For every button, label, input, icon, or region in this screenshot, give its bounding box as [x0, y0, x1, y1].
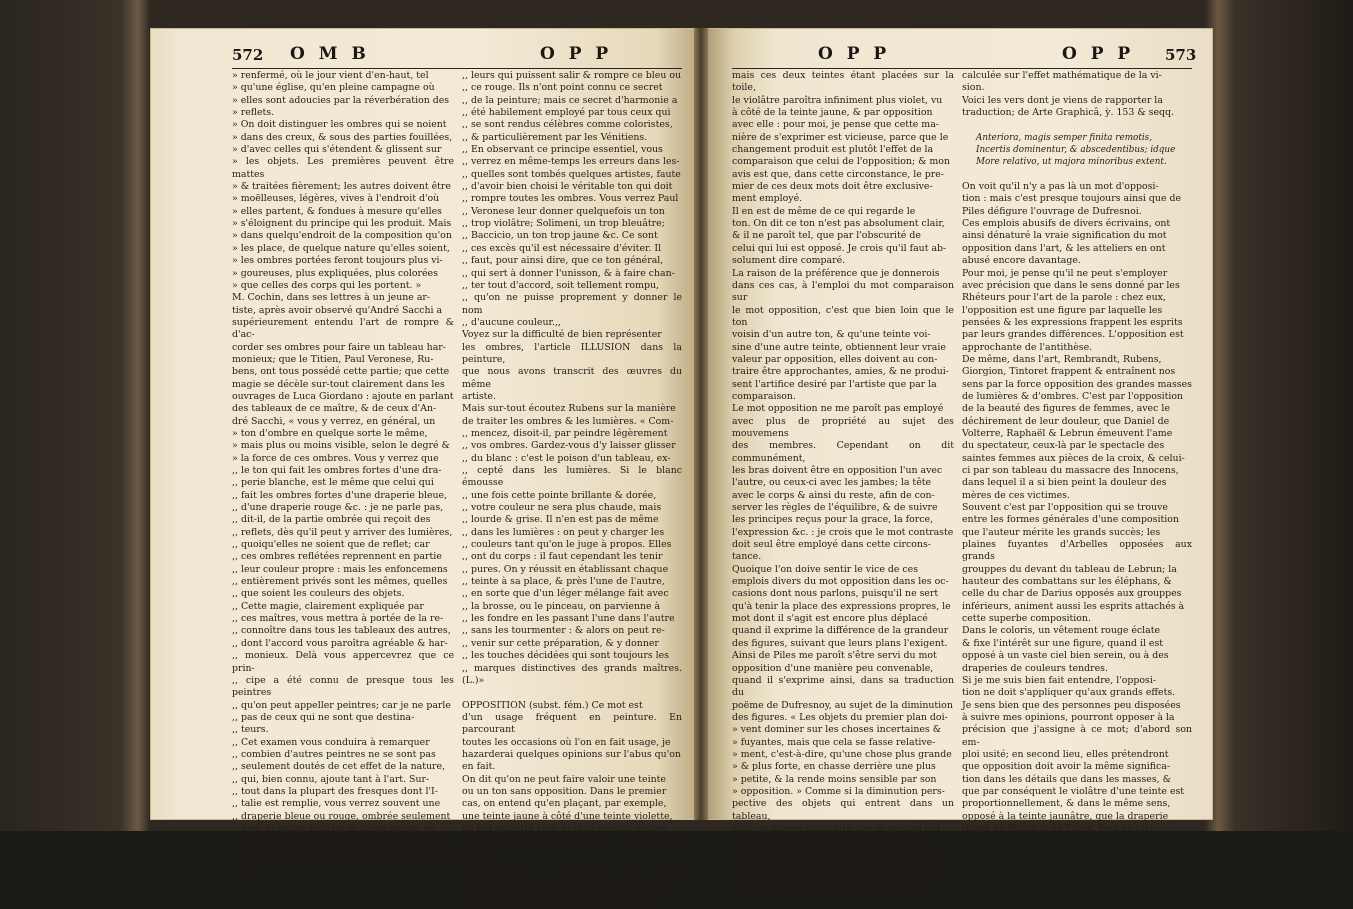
text-line: OPPOSITION (subst. fém.) Ce mot est: [462, 699, 643, 711]
text-line: avec précision que dans le sens donné par les: [962, 279, 1180, 291]
text-line: » goureuses, plus expliquées, plus colorées: [232, 267, 438, 279]
text-line: quand il s'exprime ainsi, dans sa traduction du: [732, 674, 954, 699]
text-line: ,, draperie bleue ou rouge, ombrée seulement: [232, 810, 451, 822]
text-line: que nous avons transcrit des œuvres du même: [462, 366, 682, 390]
text-line: sens par la force opposition des grandes masses: [962, 378, 1192, 390]
left-header-right: O P P: [540, 44, 613, 64]
text-line: De même, dans l'art, Rembrandt, Rubens,: [962, 353, 1162, 365]
text-line: tiste, après avoir observé qu'André Sacchi a: [232, 304, 443, 316]
text-line: rouge du Bacchus du Titien, l'est au ciel: [962, 822, 1154, 834]
text-line: Mais sur-tout écoutez Rubens sur la manière: [462, 403, 676, 415]
text-line: en fait.: [462, 761, 496, 773]
text-line: [962, 169, 1192, 181]
text-line: Incertis dominentur, & abscedentibus; idque: [976, 145, 1176, 156]
text-line: ,, d'aucune couleur.,,: [462, 316, 561, 328]
text-line: traduction; de Arte Graphicâ, ỳ. 153 & seqq.: [962, 107, 1174, 119]
text-line: tible, si elle se voit sur la palette & séparée: [462, 884, 670, 896]
text-line: tion : mais c'est presque toujours ainsi que de: [962, 193, 1182, 205]
text-line: ,, seulement doutés de cet effet de la nature,: [232, 761, 446, 773]
text-line: » la force de ces ombres. Vous y verrez que: [232, 452, 439, 464]
text-line: ,, de la peinture; mais ce secret d'harmonie a: [462, 94, 678, 106]
text-line: avec le corps & ainsi du reste, afin de con-: [732, 489, 935, 501]
text-line: cas, on entend qu'en plaçant, par exemple,: [462, 798, 667, 810]
text-line: Souvent c'est par l'opposition qui se trouve: [962, 502, 1168, 514]
text-line: » dans des creux, & sous des parties fouillées,: [232, 131, 453, 143]
text-line: les bras doivent être en opposition l'un avec: [732, 465, 943, 476]
text-line: ,, d'avoir bien choisi le véritable ton qui doit: [462, 181, 673, 193]
text-line: mot dont il s'agit est encore plus déplacé: [732, 613, 928, 625]
text-line: cette superbe composition.: [962, 613, 1091, 625]
text-line: On voit qu'il n'y a pas là un mot d'opposi-: [962, 181, 1159, 193]
text-line: ,, ces ombres reflétées reprennent en partie: [232, 551, 442, 563]
text-line: Pour moi, je pense qu'il ne peut s'employer: [962, 267, 1168, 279]
text-line: ,, qu'on peut appeller peintres; car je ne parle: [232, 699, 451, 711]
text-line: de manière que cette teinte violette dont nous: [462, 835, 682, 859]
text-line: une teinte jaune à côté d'une teinte violette,: [462, 810, 673, 822]
text-line: » ton d'ombre en quelque sorte le même,: [232, 427, 428, 439]
text-line: déchirement de leur douleur, que Daniel de: [962, 415, 1170, 427]
text-line: ,, votre couleur ne sera plus chaude, mais: [462, 502, 662, 514]
text-line: d'un usage fréquent en peinture. En parcourant: [462, 711, 682, 736]
text-line: » elles partent, & fondues à mesure qu'elles: [232, 205, 442, 217]
text-line: ,, du blanc : c'est le poison d'un tableau, ex-: [462, 452, 671, 464]
text-line: ,, tout dans la plupart des fresques dont l'I-: [232, 785, 438, 797]
text-line: ci par son tableau du massacre des Innocens,: [962, 465, 1179, 476]
text-line: l'opposition est une figure par laquelle les: [962, 304, 1163, 316]
text-line: Je sens bien que des personnes peu disposées: [962, 699, 1181, 711]
text-line: du spectateur, ceux-là par le spectacle des: [962, 440, 1165, 452]
text-line: le mot opposition, c'est que bien loin que le ton: [732, 304, 954, 328]
text-line: Ainsi de Piles me paroît s'être servi du mot: [732, 650, 937, 662]
text-line: pective des objets qui entrent dans un tableau,: [732, 798, 954, 822]
text-line: ,, perie blanche, est le même que celui qui: [232, 477, 434, 489]
text-line: M. Cochin, dans ses lettres à un jeune ar-: [232, 292, 431, 304]
text-line: ,, qui, bien connu, ajoute tant à l'art. Sur-: [232, 773, 430, 785]
text-line: [462, 687, 682, 699]
text-line: ,, les fondre en les passant l'une dans l'autre: [462, 613, 675, 625]
text-line: ,, ce rouge. Ils n'ont point connu ce secret: [462, 82, 663, 94]
text-line: ,, En observant ce principe essentiel, vous: [462, 144, 663, 156]
text-line: » renfermé, où le jour vient d'en-haut, tel: [232, 70, 429, 81]
text-line: étoit un moyen arbitraire que le peintre pût: [732, 822, 941, 834]
text-line: Ces emplois abusifs de divers écrivains, ont: [962, 218, 1171, 230]
text-line: ,, se sont rendus célèbres comme coloristes,: [462, 119, 673, 131]
right-column-1: [732, 70, 954, 897]
text-line: on fait paroître celle-ci plus violette encore,: [462, 822, 671, 834]
text-line: ,, ces maîtres, vous mettra à portée de la re-: [232, 613, 444, 625]
text-line: draperies de couleurs tendres.: [962, 662, 1108, 674]
text-line: » moëlleuses, légères, vives à l'endroit d'où: [232, 193, 440, 205]
text-line: inférieurs, animent aussi les esprits attachés à: [962, 600, 1185, 612]
text-line: » & plus forte, en chasse derrière une plus: [732, 761, 936, 773]
text-line: ,, quelles sont tombés quelques artistes, faute: [462, 168, 681, 180]
text-line: ,, talie est remplie, vous verrez souvent une: [232, 798, 441, 810]
text-line: que l'auteur mérite les grands succès; les: [962, 526, 1161, 538]
text-line: ,, qui sert à donner l'unisson, & à faire chan-: [462, 267, 675, 279]
text-line: toutes les occasions où l'on en fait usage, je: [462, 736, 671, 748]
text-line: les ombres, l'article ILLUSION dans la peinture,: [462, 341, 682, 365]
text-line: traire être approchantes, amies, & ne produi-: [732, 366, 949, 378]
text-line: ment employé.: [732, 193, 803, 205]
text-line: mères de ces victimes.: [962, 489, 1070, 501]
text-line: celui qui lui est opposé. Je crois qu'il faut ab-: [732, 242, 947, 254]
text-line: ,, reflets, dès qu'il peut y arriver des lumières,: [232, 526, 453, 538]
text-line: ton. On dit ce ton n'est pas absolument clair,: [732, 218, 945, 230]
text-line: » d'avec celles qui s'étendent & glissent sur: [232, 144, 442, 156]
text-line: duit leur grandeur respective & non par une: [732, 872, 944, 884]
text-line: avec plus de propriété au sujet des mouvemens: [732, 415, 954, 439]
book-gutter: [694, 28, 708, 820]
text-line: & fixe l'intérêt sur une figure, quand il est: [962, 637, 1164, 649]
text-line: ,, ces excès qu'il est nécessaire d'éviter. Il: [462, 242, 662, 254]
text-line: ainsi dénaturé la vraie signification du mot: [962, 230, 1167, 242]
right-header-right: O P P: [1062, 44, 1135, 64]
text-line: La raison de la préférence que je donnerois: [732, 267, 940, 279]
text-line: sine d'une autre teinte, obtiennent leur vraie: [732, 341, 946, 353]
text-line: » s'éloignent du principe qui les produit. Mais: [232, 218, 452, 230]
text-line: ,, entièrement privés sont les mêmes, quelles: [232, 576, 448, 588]
text-line: » fuyantes, mais que cela se fasse relative-: [732, 736, 936, 748]
text-line: des tableaux de ce maître, & de ceux d'An-: [232, 403, 437, 415]
text-line: » opposition. » Comme si la diminution pers-: [732, 785, 945, 797]
left-column-2: [462, 70, 682, 909]
text-line: grouppes du devant du tableau de Lebrun; la: [962, 563, 1177, 575]
text-line: artiste.: [462, 390, 496, 402]
text-line: ,, cipe a été connu de presque tous les peintres: [232, 674, 454, 699]
text-line: tance.: [732, 551, 762, 563]
text-line: ,, lourde & grise. Il n'en est pas de même: [462, 514, 659, 526]
text-line: Dans le coloris, un vêtement rouge éclate: [962, 625, 1161, 637]
text-line: Il en est de même de ce qui regarde le: [732, 205, 916, 217]
text-line: Giorgion, Tintoret frappent & entraînent nos: [962, 366, 1176, 378]
text-line: ,, quoiqu'elles ne soient que de reflet; car: [232, 539, 430, 551]
text-line: des membres. Cependant on dit communément,: [732, 440, 954, 464]
text-line: ,, rompre toutes les ombres. Vous verrez Paul: [462, 193, 679, 205]
text-line: » qu'une église, qu'en pleine campagne où: [232, 82, 435, 94]
text-line: magie se décèle sur-tout clairement dans les: [232, 378, 445, 390]
right-page-number: 573: [1165, 46, 1197, 64]
text-line: » & traitées fièrement; les autres doivent être: [232, 181, 451, 193]
text-line: de lumières & d'ombres. C'est par l'opposition: [962, 390, 1184, 402]
text-line: server les règles de l'équilibre, & de suivre: [732, 502, 938, 514]
text-line: ,, une fois cette pointe brillante & dorée,: [462, 489, 657, 501]
text-line: ,, connoître dans tous les tableaux des autres,: [232, 625, 451, 637]
text-line: parlons, sera réellement d'un violet impercep-: [462, 860, 682, 884]
text-line: avec elle : pour moi, je pense que cette ma-: [732, 119, 939, 131]
text-line: hazarderai quelques opinions sur l'abus qu'on: [462, 748, 681, 760]
text-line: qu'à tenir la place des expressions propres, le: [732, 600, 951, 612]
text-line: » ment, c'est-à-dire, qu'une chose plus grande: [732, 748, 952, 760]
text-line: Volterre, Raphaël & Lebrun émeuvent l'ame: [962, 427, 1173, 439]
text-line: calculée sur l'effet mathématique de la vi-: [962, 70, 1162, 81]
text-line: valeur par opposition, elles doivent au con-: [732, 353, 938, 365]
text-line: ,, que soient les couleurs des objets.: [232, 588, 405, 600]
text-line: » les place, de quelque nature qu'elles soient,: [232, 242, 450, 254]
text-line: » vent dominer sur les choses incertaines &: [732, 724, 942, 736]
text-line: le violâtre paroîtra infiniment plus violet, vu: [732, 94, 943, 106]
text-line: abusé encore davantage.: [962, 255, 1081, 267]
text-line: l'expression &c. : je crois que le mot contraste: [732, 526, 954, 538]
text-line: [962, 119, 1192, 131]
text-line: ,, combien d'autres peintres ne se sont pas: [232, 748, 436, 760]
text-line: ,, leurs qui puissent salir & rompre ce bleu ou: [462, 70, 682, 81]
text-line: ,, dont l'accord vous paroîtra agréable & har-: [232, 637, 448, 649]
text-line: changement produit est plutôt l'effet de la: [732, 144, 934, 156]
text-line: ,, d'une draperie rouge &c. : je ne parle pas,: [232, 502, 444, 514]
text-line: les principes reçus pour la grace, la force,: [732, 514, 934, 526]
text-line: de la teinte jaune qui doit en être voisine :: [462, 897, 664, 909]
text-line: ,, faut, pour ainsi dire, que ce ton général,: [462, 255, 664, 267]
text-line: que par conséquent le violâtre d'une teinte est: [962, 785, 1185, 797]
text-line: sion.: [962, 82, 985, 94]
text-line: tion dans les détails que dans les masses, &: [962, 773, 1171, 785]
text-line: Si je me suis bien fait entendre, l'opposi-: [962, 674, 1157, 686]
text-line: dans lequel il a si bien peint la douleur des: [962, 477, 1167, 489]
text-line: On dit qu'on ne peut faire valoir une teinte: [462, 773, 666, 785]
text-line: opposé à la teinte jaunâtre, que la draperie: [962, 810, 1169, 822]
text-line: que opposition doit avoir la même significa-: [962, 761, 1171, 773]
text-line: ,, Cette magie, clairement expliquée par: [232, 600, 424, 612]
text-line: à côté de la teinte jaune, & par opposition: [732, 107, 933, 119]
text-line: avancer, & comme s'ils n'avançoient & n'é-: [732, 847, 937, 859]
text-line: » les objets. Les premières peuvent être mattes: [232, 156, 454, 180]
text-line: sent l'artifice desiré par l'artiste que par la: [732, 378, 937, 390]
text-line: comparaison que celui de l'opposition; & mon: [732, 156, 950, 168]
text-line: tion ne doit s'appliquer qu'aux grands effets.: [962, 687, 1176, 699]
text-line: des figures. « Les objets du premier plan doi-: [732, 711, 948, 723]
text-line: » On doit distinguer les ombres qui se noient: [232, 119, 447, 131]
text-line: opposition dans l'art, & les atteliers en ont: [962, 242, 1166, 254]
text-line: opposé à un vaste ciel bien serein, ou à des: [962, 650, 1169, 662]
text-line: approchante de l'antithèse.: [962, 341, 1093, 353]
text-line: de la beauté des figures de femmes, avec le: [962, 403, 1170, 415]
text-line: monieux; que le Titien, Paul Veronese, Ru-: [232, 353, 434, 365]
text-line: ,, sans les tourmenter : & alors on peut re-: [462, 625, 665, 637]
text-line: » que celles des corps qui les portent. »: [232, 279, 422, 291]
text-line: Anteriora, magis semper finita remotis,: [976, 132, 1152, 143]
text-line: opposition d'une manière peu convenable,: [732, 662, 934, 674]
text-line: toient enfoncés que par l'opposition que pro-: [732, 860, 946, 871]
text-line: ,, fait les ombres fortes d'une draperie bleue,: [232, 489, 448, 501]
text-line: ,, pures. On y réussit en établissant chaque: [462, 563, 669, 575]
text-line: ,, en sorte que d'un léger mélange fait avec: [462, 588, 669, 600]
text-line: emplois divers du mot opposition dans les oc-: [732, 576, 949, 588]
left-page-number: 572: [232, 46, 264, 64]
text-line: voisin d'un autre ton, & qu'une teinte voi-: [732, 329, 931, 341]
text-line: ,, ont du corps : il faut cependant les tenir: [462, 551, 663, 563]
text-line: ,, dans les lumières : on peut y charger les: [462, 526, 665, 538]
text-line: casions dont nous parlons, puisqu'il ne sert: [732, 588, 939, 600]
text-line: ploi usité; en second lieu, elles prétendront: [962, 748, 1169, 760]
text-line: ,, avec le même bleu ou le même rouge, où: [232, 822, 436, 834]
text-line: ,, trop violâtre; Solimeni, un trop bleuâtre;: [462, 218, 665, 230]
text-line: ouvrages de Luca Giordano : ajoute en parlant: [232, 390, 454, 402]
text-line: ,, Cet examen vous conduira à remarquer: [232, 736, 430, 748]
text-line: ,, leur couleur propre : mais les enfoncemens: [232, 563, 448, 575]
text-line: quand il exprime la différence de la grandeur: [732, 625, 949, 637]
text-line: ,, pas de ceux qui ne sont que destina-: [232, 711, 415, 723]
text-line: » petite, & la rende moins sensible par son: [732, 773, 937, 785]
text-line: » dans quelqu'endroit de la composition qu'on: [232, 230, 452, 242]
right-column-2: [962, 70, 1192, 835]
text-line: celle du char de Darius opposés aux grouppes: [962, 588, 1182, 600]
text-line: nière de s'exprimer est vicieuse, parce que le: [732, 131, 949, 143]
text-line: mais ces deux teintes étant placées sur la toile,: [732, 70, 954, 94]
text-line: à suivre mes opinions, pourront opposer à la: [962, 711, 1175, 723]
text-line: plaines fuyantes d'Arbelles opposées aux grands: [962, 539, 1192, 563]
text-line: » les ombres portées feront toujours plus vi-: [232, 255, 443, 267]
text-line: Piles défigure l'ouvrage de Dufresnoi.: [962, 205, 1142, 217]
text-line: Voici les vers dont je viens de rapporter la: [962, 94, 1163, 106]
text-line: ,, été habilement employé par tous ceux qui: [462, 107, 671, 119]
text-line: pensées & les expressions frappent les esprits: [962, 316, 1183, 328]
text-line: de traiter les ombres & les lumières. « Com-: [462, 415, 674, 427]
text-line: ,, verrez en même-temps les erreurs dans les-: [462, 156, 680, 168]
text-line: proportionnellement, & dans le même sens,: [962, 798, 1171, 810]
text-line: ,, Baccicio, un ton trop jaune &c. Ce sont: [462, 230, 658, 242]
text-line: par leurs grandes différences. L'opposition est: [962, 329, 1184, 341]
right-header-rule: [732, 68, 1192, 69]
text-line: ,, venir sur cette préparation, & y donner: [462, 637, 659, 649]
left-header-left: O M B: [290, 44, 370, 64]
text-line: ,, couleurs tant qu'on le juge à propos. Elles: [462, 539, 672, 551]
text-line: Voyez sur la difficulté de bien représenter: [462, 329, 662, 341]
text-line: » elles sont adoucies par la réverbération des: [232, 94, 450, 106]
text-line: solument dire comparé.: [732, 255, 846, 267]
text-line: ,, teinte à sa place, & près l'une de l'autre,: [462, 576, 665, 588]
text-line: avis est que, dans cette circonstance, le pre-: [732, 168, 944, 180]
text-line: ,, cepté dans les lumières. Si le blanc émousse: [462, 465, 682, 489]
text-line: ,, dit-il, de la partie ombrée qui reçoit des: [232, 514, 431, 526]
text-line: Le mot opposition ne me paroît pas employé: [732, 403, 944, 415]
text-line: diminution ou augmentation relative, &: [732, 884, 921, 896]
text-line: comparaison.: [732, 390, 796, 402]
text-line: ,, les touches décidées qui sont toujours les: [462, 650, 669, 662]
text-line: » mais plus ou moins visible, selon le degré &: [232, 440, 450, 452]
text-line: ,, sans aucune rupture ni mélange d'autres cou-: [232, 847, 454, 871]
text-line: dré Sacchi, « vous y verrez, en général, un: [232, 415, 436, 427]
text-line: ou un ton sans opposition. Dans le premier: [462, 785, 667, 797]
text-line: ,, & particulièrement par les Vénitiens.: [462, 131, 648, 143]
text-line: ,, marques distinctives des grands maîtres. (L.)»: [462, 662, 682, 686]
text-line: ,, vos ombres. Gardez-vous d'y laisser glisser: [462, 440, 676, 452]
text-line: doit seul être employé dans cette circons-: [732, 539, 931, 551]
left-header-rule: [232, 68, 682, 69]
text-line: précision que j'assigne à ce mot; d'abord son em-: [962, 724, 1192, 748]
text-line: poëme de Dufresnoy, au sujet de la diminution: [732, 699, 953, 711]
text-line: & il ne paroît tel, que par l'obscurité de: [732, 230, 921, 242]
left-column-1: [232, 70, 454, 872]
text-line: Quoique l'on doive sentir le vice de ces: [732, 563, 919, 575]
text-line: bens, ont tous possédé cette partie; que cette: [232, 366, 450, 378]
text-line: ,, teurs.: [232, 724, 269, 736]
text-line: hauteur des combattans sur les éléphans, &: [962, 576, 1172, 588]
text-line: ,, mencez, disoit-il, par peindre légèrement: [462, 427, 668, 439]
text-line: entre les formes générales d'une composition: [962, 514, 1179, 526]
text-line: Rhéteurs pour l'art de la parole : chez eux,: [962, 292, 1166, 304]
text-line: ,, la brosse, ou le pinceau, on parvienne à: [462, 600, 661, 612]
right-header-left: O P P: [818, 44, 891, 64]
text-line: des figures, suivant que leurs plans l'exigent.: [732, 637, 948, 649]
text-line: » reflets.: [232, 107, 275, 119]
text-line: ,, monieux. Delà vous appercevrez que ce prin-: [232, 650, 454, 674]
text-line: ,, le ton qui fait les ombres fortes d'une dra-: [232, 465, 442, 476]
text-line: employer à son gré pour les faire fuir ou: [732, 835, 925, 847]
text-line: mier de ces deux mots doit être exclusive-: [732, 181, 933, 193]
text-line: dans ces cas, à l'emploi du mot comparaison sur: [732, 279, 954, 304]
text-line: supérieurement entendu l'art de rompre & d'ac-: [232, 316, 454, 341]
text-line: ,, ter tout d'accord, soit tellement rompu,: [462, 279, 659, 291]
text-line: More relativo, ut majora minoribus extent.: [976, 157, 1167, 168]
text-line: ,, seulement il est entré moins de blanc; mais: [232, 835, 448, 847]
text-line: saintes femmes aux pièces de la croix, & celui-: [962, 452, 1185, 464]
text-line: l'autre, ou ceux-ci avec les jambes; la tête: [732, 477, 932, 489]
text-line: corder ses ombres pour faire un tableau har-: [232, 341, 446, 353]
text-line: ,, qu'on ne puisse proprement y donner le nom: [462, 292, 682, 316]
text-line: ,, Veronese leur donner quelquefois un ton: [462, 205, 665, 217]
